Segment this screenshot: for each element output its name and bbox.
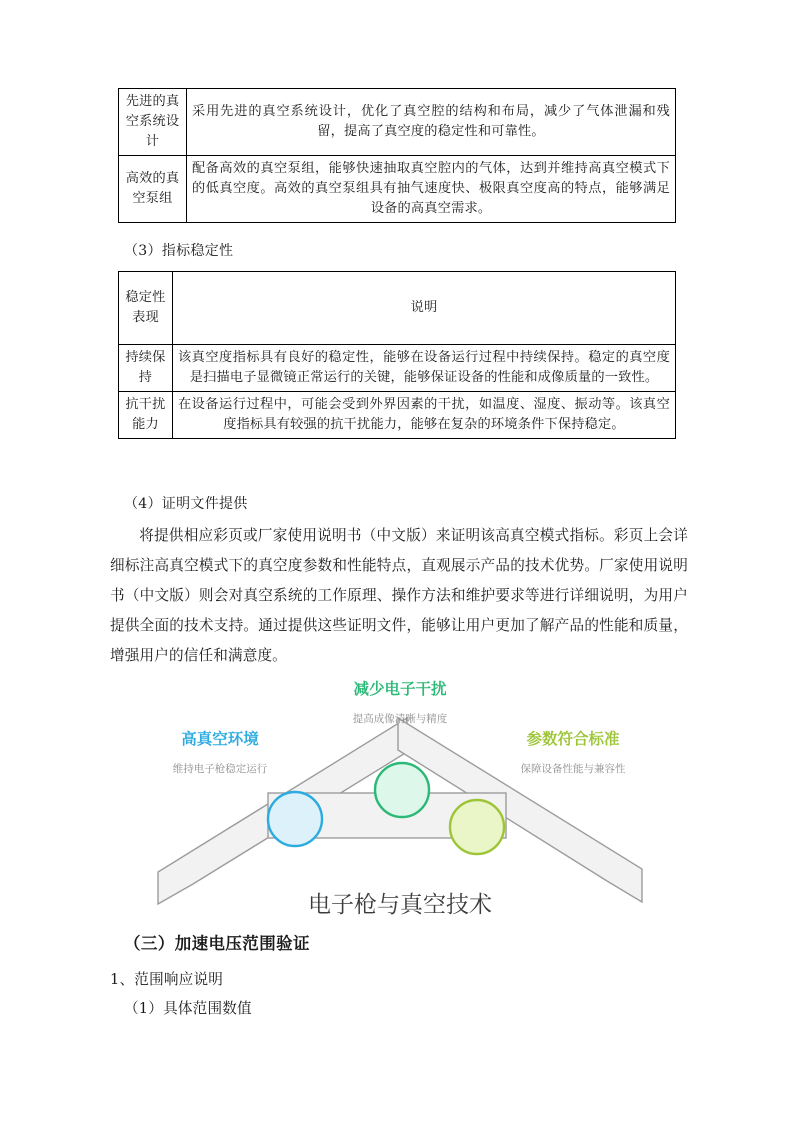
table-row — [119, 345, 676, 392]
node-circle-left[interactable] — [268, 792, 322, 846]
node-title-top: 减少电子干扰 — [353, 680, 447, 698]
table-header-row — [119, 272, 676, 345]
node-title-right: 参数符合标准 — [526, 730, 620, 748]
table-cell-body: 采用先进的真空系统设计，优化了真空腔的结构和布局，减少了气体泄漏和残留，提高了真空度的稳定性和可靠性。 — [187, 89, 676, 156]
table-cell-label: 先进的真空系统设计 — [119, 89, 187, 156]
table-row — [119, 156, 676, 223]
node-subtitle-left: 维持电子枪稳定运行 — [172, 763, 268, 775]
table-stability — [118, 271, 676, 439]
heading-section-voltage-range: （三）加速电压范围验证 — [124, 934, 310, 953]
heading-range-response: 1、范围响应说明 — [110, 971, 224, 988]
diagram-svg — [110, 672, 690, 927]
node-circle-right[interactable] — [450, 800, 504, 854]
table-cell-label: 抗干扰能力 — [119, 392, 173, 439]
node-title-left: 高真空环境 — [181, 730, 259, 748]
node-subtitle-right: 保障设备性能与兼容性 — [520, 763, 626, 775]
table-cell-label: 高效的真空泵组 — [119, 156, 187, 223]
heading-indicator-stability: （3）指标稳定性 — [124, 243, 234, 259]
paragraph-proof-documents: 将提供相应彩页或厂家使用说明书（中文版）来证明该高真空模式指标。彩页上会详细标注高真空模式下的真空度参数和性能特点，直观展示产品的技术优势。厂家使用说明书（中文版）则会对真空系统的工作原理、操作方法和维护要求等进行详细说明，为用户提供全面的技术支持。通过提供这些证明文件，能够让用户更加了解产品的性能和质量，增强用户的信任和满意度。 — [110, 527, 688, 664]
heading-specific-range-values: （1）具体范围数值 — [124, 1000, 252, 1017]
diagram-electron-gun-vacuum — [110, 672, 690, 927]
table-cell-label: 持续保持 — [119, 345, 173, 392]
table-row — [119, 392, 676, 439]
diagram-bottom-title: 电子枪与真空技术 — [308, 892, 492, 918]
table-vacuum-design — [118, 88, 676, 223]
node-subtitle-top: 提高成像清晰与精度 — [352, 713, 448, 725]
table-row — [119, 89, 676, 156]
table-header-body: 说明 — [173, 272, 676, 345]
node-circle-top[interactable] — [375, 763, 429, 817]
table-header-label: 稳定性表现 — [119, 272, 173, 345]
heading-proof-documents: （4）证明文件提供 — [124, 496, 248, 512]
table-cell-body: 在设备运行过程中，可能会受到外界因素的干扰，如温度、湿度、振动等。该真空度指标具有较强的抗干扰能力，能够在复杂的环境条件下保持稳定。 — [173, 392, 676, 439]
table-cell-body: 该真空度指标具有良好的稳定性，能够在设备运行过程中持续保持。稳定的真空度是扫描电子显微镜正常运行的关键，能够保证设备的性能和成像质量的一致性。 — [173, 345, 676, 392]
table-cell-body: 配备高效的真空泵组，能够快速抽取真空腔内的气体，达到并维持高真空模式下的低真空度。高效的真空泵组具有抽气速度快、极限真空度高的特点，能够满足设备的高真空需求。 — [187, 156, 676, 223]
